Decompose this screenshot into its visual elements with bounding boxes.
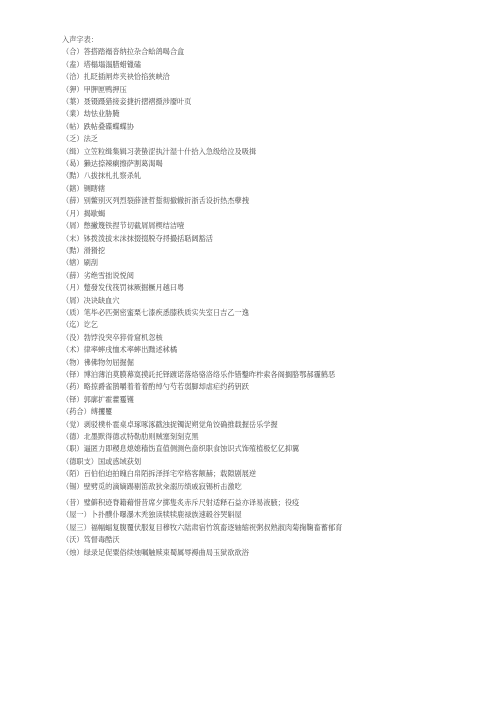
rhyme-row: （盍）塔榻塌溻腊蜡镴磕 (62, 59, 142, 69)
rhyme-row: （屋一）卜扑醭仆曝瀑木秃独读犊犊鹿禄族速毂谷哭斛屋 (62, 510, 242, 520)
rhyme-row: （缉）立笠粒缉集辑习袭蛰涩执汁湿十什拾入急级给泣及吸揖 (62, 146, 257, 156)
page-title: 入声字表： (62, 35, 98, 44)
rhyme-row: （黠）八拔抹札扎察杀轧 (62, 171, 142, 181)
rhyme-row: （铎）博泊薄泊莫膜幕寞摸託托铎踱诺落烙骆洛络乐作错鑿昨柞索各阁搁胳鄂郝霾鹤恶 (62, 369, 336, 379)
rhyme-row: （鎋）铡瞎辖 (62, 183, 106, 193)
rhyme-row: （昔）璧僻积迹脊籍藉惜昔席夕掷隻炙赤斥尺射适释石益亦译易液腋；役疫 (62, 498, 300, 508)
rhyme-row: （药合）缚攫矍 (62, 407, 113, 417)
document-page (62, 34, 482, 559)
rhyme-row: （德职支）国或惑域获划 (62, 456, 142, 466)
rhyme-row: （合）答搭踏褟沓纳拉杂合蛤鸽喝合盒 (62, 47, 185, 57)
rhyme-row: （屋三）福幅蝠复腹覆伏服复目穆牧六陆肃宿竹筑畜逐轴缩祝粥叔熟淑肉菊掬鞠畜蓄郁育 (62, 522, 343, 532)
rhyme-row: （薛）别鳖别灭列烈裂薛泄哲蜇彻撤辙折浙舌设折热杰孽拽 (62, 196, 249, 206)
rhyme-row: （屑）决诀缺血穴 (62, 295, 120, 305)
rhyme-row: （没）勃饽没突卒猝骨窟机忽核 (62, 332, 163, 342)
rhyme-row: （月）蹩發发伐筏罚袜厥掘橛月越曰粤 (62, 283, 185, 293)
rhyme-row: （乏）法乏 (62, 134, 98, 144)
rhyme-row: （术）律率蟀戌恤术率蟀出黜述秫橘 (62, 345, 178, 355)
rhyme-row: （德）北墨默得德忒特勒肋则贼塞刻刻克黑 (62, 432, 199, 441)
rhyme-row: （屑）憋撇篾铁捏节切截屑屑楔结洁噎 (62, 221, 185, 231)
rhyme-row: （洽）扎眨插闸炸夹袂恰掐狭峡洽 (62, 72, 170, 82)
rhyme-row: （陌）百伯伯迫拍魄白帛陌拆泽择宅窄格客额赫；载隙剧展逆 (62, 469, 257, 479)
rhyme-row: （曷）獭达捺辣瘌擦萨割葛渴喝 (62, 159, 163, 169)
rhyme-row: （業）劫怯业胁腌 (62, 109, 120, 119)
rhyme-row: （月）揭歇蝎 (62, 208, 106, 218)
rhyme-row: （帖）跌帖叠碟蝶蝶协 (62, 121, 134, 131)
rhyme-row: （铎）郭廓扩霍藿䨥镬 (62, 394, 134, 404)
rhyme-row: （觉）剥驳樸朴雹桌卓琢啄涿戳浊捉镯浞朔觉角饺确推载握岳乐学握 (62, 419, 278, 429)
rhyme-row: （辖）刷刮 (62, 258, 98, 268)
rhyme-row: （末）钵拨泼拔末沫抹掇掇脱夺捋撮括聒阔豁活 (62, 233, 213, 243)
rhyme-row: （薛）劣绝雪拙说悦阅 (62, 270, 134, 280)
rhyme-row: （锡）壁劈觅的滴嫡踢剔笛敌狄籴溺历绩戚寂锡析击激吃 (62, 481, 242, 491)
rhyme-row: （葉）聂镊蹑猎接妾捷折摺褶摄涉靥叶页 (62, 97, 192, 107)
rhyme-row: （迄）讫乞 (62, 320, 98, 330)
rhyme-row: （黠）滑猾挖 (62, 245, 106, 255)
rhyme-row: （狎）甲胛匣鸭押压 (62, 84, 127, 94)
rhyme-row: （质）笔毕必匹弼密蜜栗七漆疾悉膝秩质实失室日吉乙一逸 (62, 307, 249, 317)
rhyme-row: （物）彿佛物勿屈掘倔 (62, 357, 134, 367)
rhyme-row: （烛）绿录足促粟俗续烛嘱触赎束蜀属辱褥曲局玉狱欲欲浴 (62, 547, 249, 557)
rhyme-group-1 (62, 46, 482, 493)
rhyme-group-2 (62, 497, 482, 559)
rhyme-row: （药）略掠爵雀鹊嚼着着着酌绰勺芍若弱脚却虐疟约药钥跃 (62, 382, 249, 392)
rhyme-row: （职）逼匿力即稷息熄媳穑饬直值侧测色啬织职食蚀识式饰殖植极忆亿抑翼 (62, 444, 300, 454)
rhyme-row: （沃）笃督毒酷沃 (62, 535, 120, 545)
